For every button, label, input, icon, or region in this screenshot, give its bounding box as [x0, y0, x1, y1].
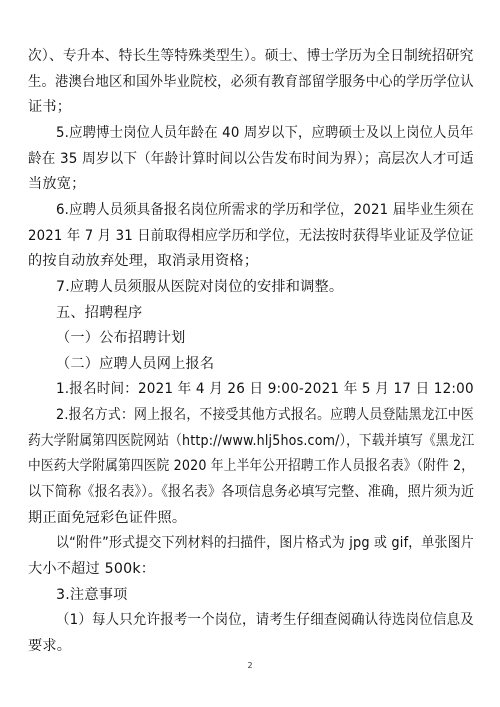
paragraph-line: 以下简称《报名表》）。《报名表》各项信息务必填写完整、准确，照片须为近 [28, 484, 475, 501]
paragraph-line: 6.应聘人员须具备报名岗位所需求的学历和学位，2021 届毕业生须在 [56, 201, 475, 218]
paragraph-line: 中医药大学附属第四医院 2020 年上半年公开招聘工作人员报名表》（附件 2， [28, 458, 475, 475]
paragraph-line: 以“附件”形式提交下列材料的扫描件，图片格式为 jpg 或 gif，单张图片 [56, 535, 474, 552]
paragraph-line: 当放宽； [28, 176, 86, 193]
paragraph-line: 3.注意事项 [56, 586, 128, 603]
paragraph-line: 5.应聘博士岗位人员年龄在 40 周岁以下，应聘硕士及以上岗位人员年 [56, 124, 474, 141]
paragraph-line: 龄在 35 周岁以下（年龄计算时间以公告发布时间为界）；高层次人才可适 [28, 150, 474, 167]
subsection-heading: （二）应聘人员网上报名 [56, 355, 215, 372]
paragraph-line: 期正面免冠彩色证件照。 [28, 509, 187, 526]
paragraph-line: 次）、专升本、特长生等特殊类型生）。硕士、博士学历为全日制统招研究 [28, 48, 474, 64]
paragraph-line: 要求。 [28, 638, 72, 654]
section-heading: 五、招聘程序 [56, 304, 143, 321]
paragraph-line: 7.应聘人员须服从医院对岗位的安排和调整。 [56, 278, 344, 295]
paragraph-line: 证书； [28, 99, 72, 116]
paragraph-line: 的按自动放弃处理，取消录用资格； [28, 253, 259, 270]
page-number: 2 [247, 661, 253, 670]
paragraph-line: 2021 年 7 月 31 日前取得相应学历和学位，无法按时获得毕业证及学位证 [28, 227, 474, 244]
paragraph-line: 2.报名方式：网上报名，不接受其他方式报名。应聘人员登陆黑龙江中医 [56, 407, 474, 424]
paragraph-line: 生。港澳台地区和国外毕业院校，必须有教育部留学服务中心的学历学位认 [28, 73, 474, 90]
paragraph-line: 1.报名时间：2021 年 4 月 26 日 9:00-2021 年 5 月 17 日 12:00 [56, 381, 474, 398]
paragraph-line: （1）每人只允许报考一个岗位，请考生仔细查阅确认待选岗位信息及 [56, 612, 474, 629]
paragraph-line: 大小不超过 500k： [28, 561, 156, 578]
subsection-heading: （一）公布招聘计划 [56, 330, 186, 347]
paragraph-line: 药大学附属第四医院网站（http://www.hlj5hos.com/），下载并填写《黑龙江 [28, 432, 475, 449]
